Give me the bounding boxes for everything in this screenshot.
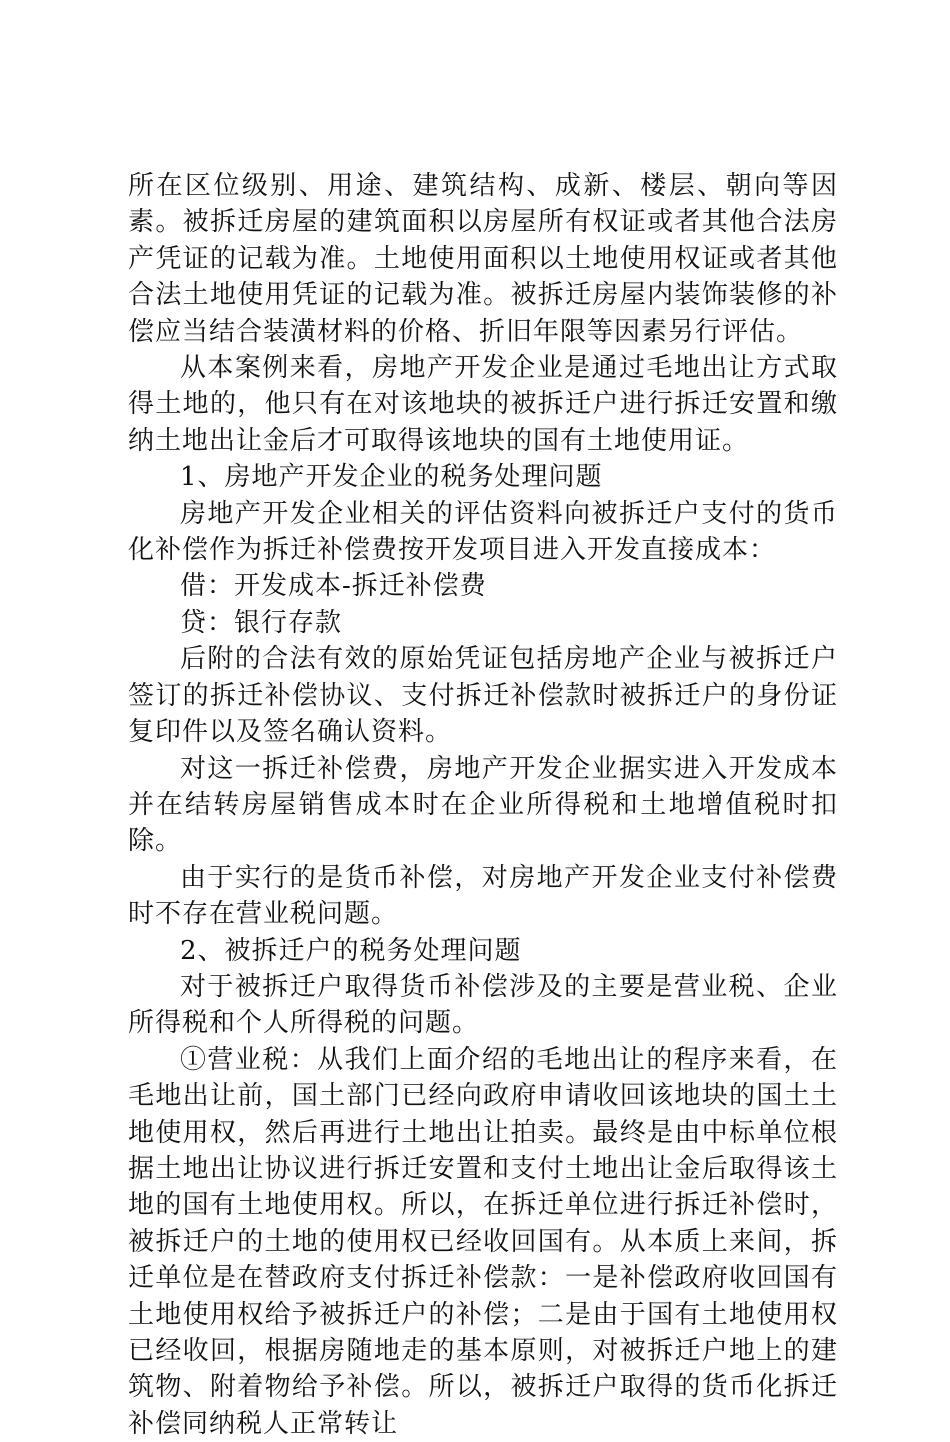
paragraph-2: 从本案例来看，房地产开发企业是通过毛地出让方式取得土地的，他只有在对该地块的被拆迁户进行拆迁安置和缴纳土地出让金后才可取得该地块的国有土地使用证。 (128, 353, 838, 456)
paragraph-5: 对这一拆迁补偿费，房地产开发企业据实进入开发成本并在结转房屋销售成本时在企业所得税和土地增值税时扣除。 (128, 753, 838, 857)
paragraph-3: 房地产开发企业相关的评估资料向被拆迁户支付的货币化补偿作为拆迁补偿费按开发项目进入开发直接成本： (128, 498, 838, 566)
section-heading-2: 2、被拆迁户的税务处理问题 (180, 935, 522, 966)
journal-entry-debit: 借：开发成本-拆迁补偿费 (180, 571, 487, 602)
document-body (128, 168, 838, 1442)
paragraph-8: ①营业税：从我们上面介绍的毛地出让的程序来看，在毛地出让前，国土部门已经向政府申请收回该地块的国土土地使用权，然后再进行土地出让拍卖。最终是由中标单位根据土地出让协议进行拆迁安置和支付土地出让金后取得该土地的国有土地使用权。所以，在拆迁单位进行拆迁补偿时，被拆迁户的土地的使用权已经收回国有。从本质上来间，拆迁单位是在替政府支付拆迁补偿款：一是补偿政府收回国有土地使用权给予被拆迁户的补偿；二是由于国有土地使用权已经收回，根据房随地走的基本原则，对被拆迁户地上的建筑物、附着物给予补偿。所以，被拆迁户取得的货币化拆迁补偿同纳税人正常转让 (128, 1044, 838, 1439)
paragraph-6: 由于实行的是货币补偿，对房地产开发企业支付补偿费时不存在营业税问题。 (128, 862, 838, 930)
paragraph-4: 后附的合法有效的原始凭证包括房地产企业与被拆迁户签订的拆迁补偿协议、支付拆迁补偿款时被拆迁户的身份证复印件以及签名确认资料。 (128, 644, 838, 748)
paragraph-1: 所在区位级别、用途、建筑结构、成新、楼层、朝向等因素。被拆迁房屋的建筑面积以房屋所有权证或者其他合法房产凭证的记载为准。土地使用面积以土地使用权证或者其他合法土地使用凭证的记载为准。被拆迁房屋内装饰装修的补偿应当结合装潢材料的价格、折旧年限等因素另行评估。 (128, 171, 838, 347)
journal-entry-credit: 贷：银行存款 (180, 607, 343, 638)
section-heading-1: 1、房地产开发企业的税务处理问题 (180, 462, 603, 493)
paragraph-7: 对于被拆迁户取得货币补偿涉及的主要是营业税、企业所得税和个人所得税的问题。 (128, 971, 838, 1039)
